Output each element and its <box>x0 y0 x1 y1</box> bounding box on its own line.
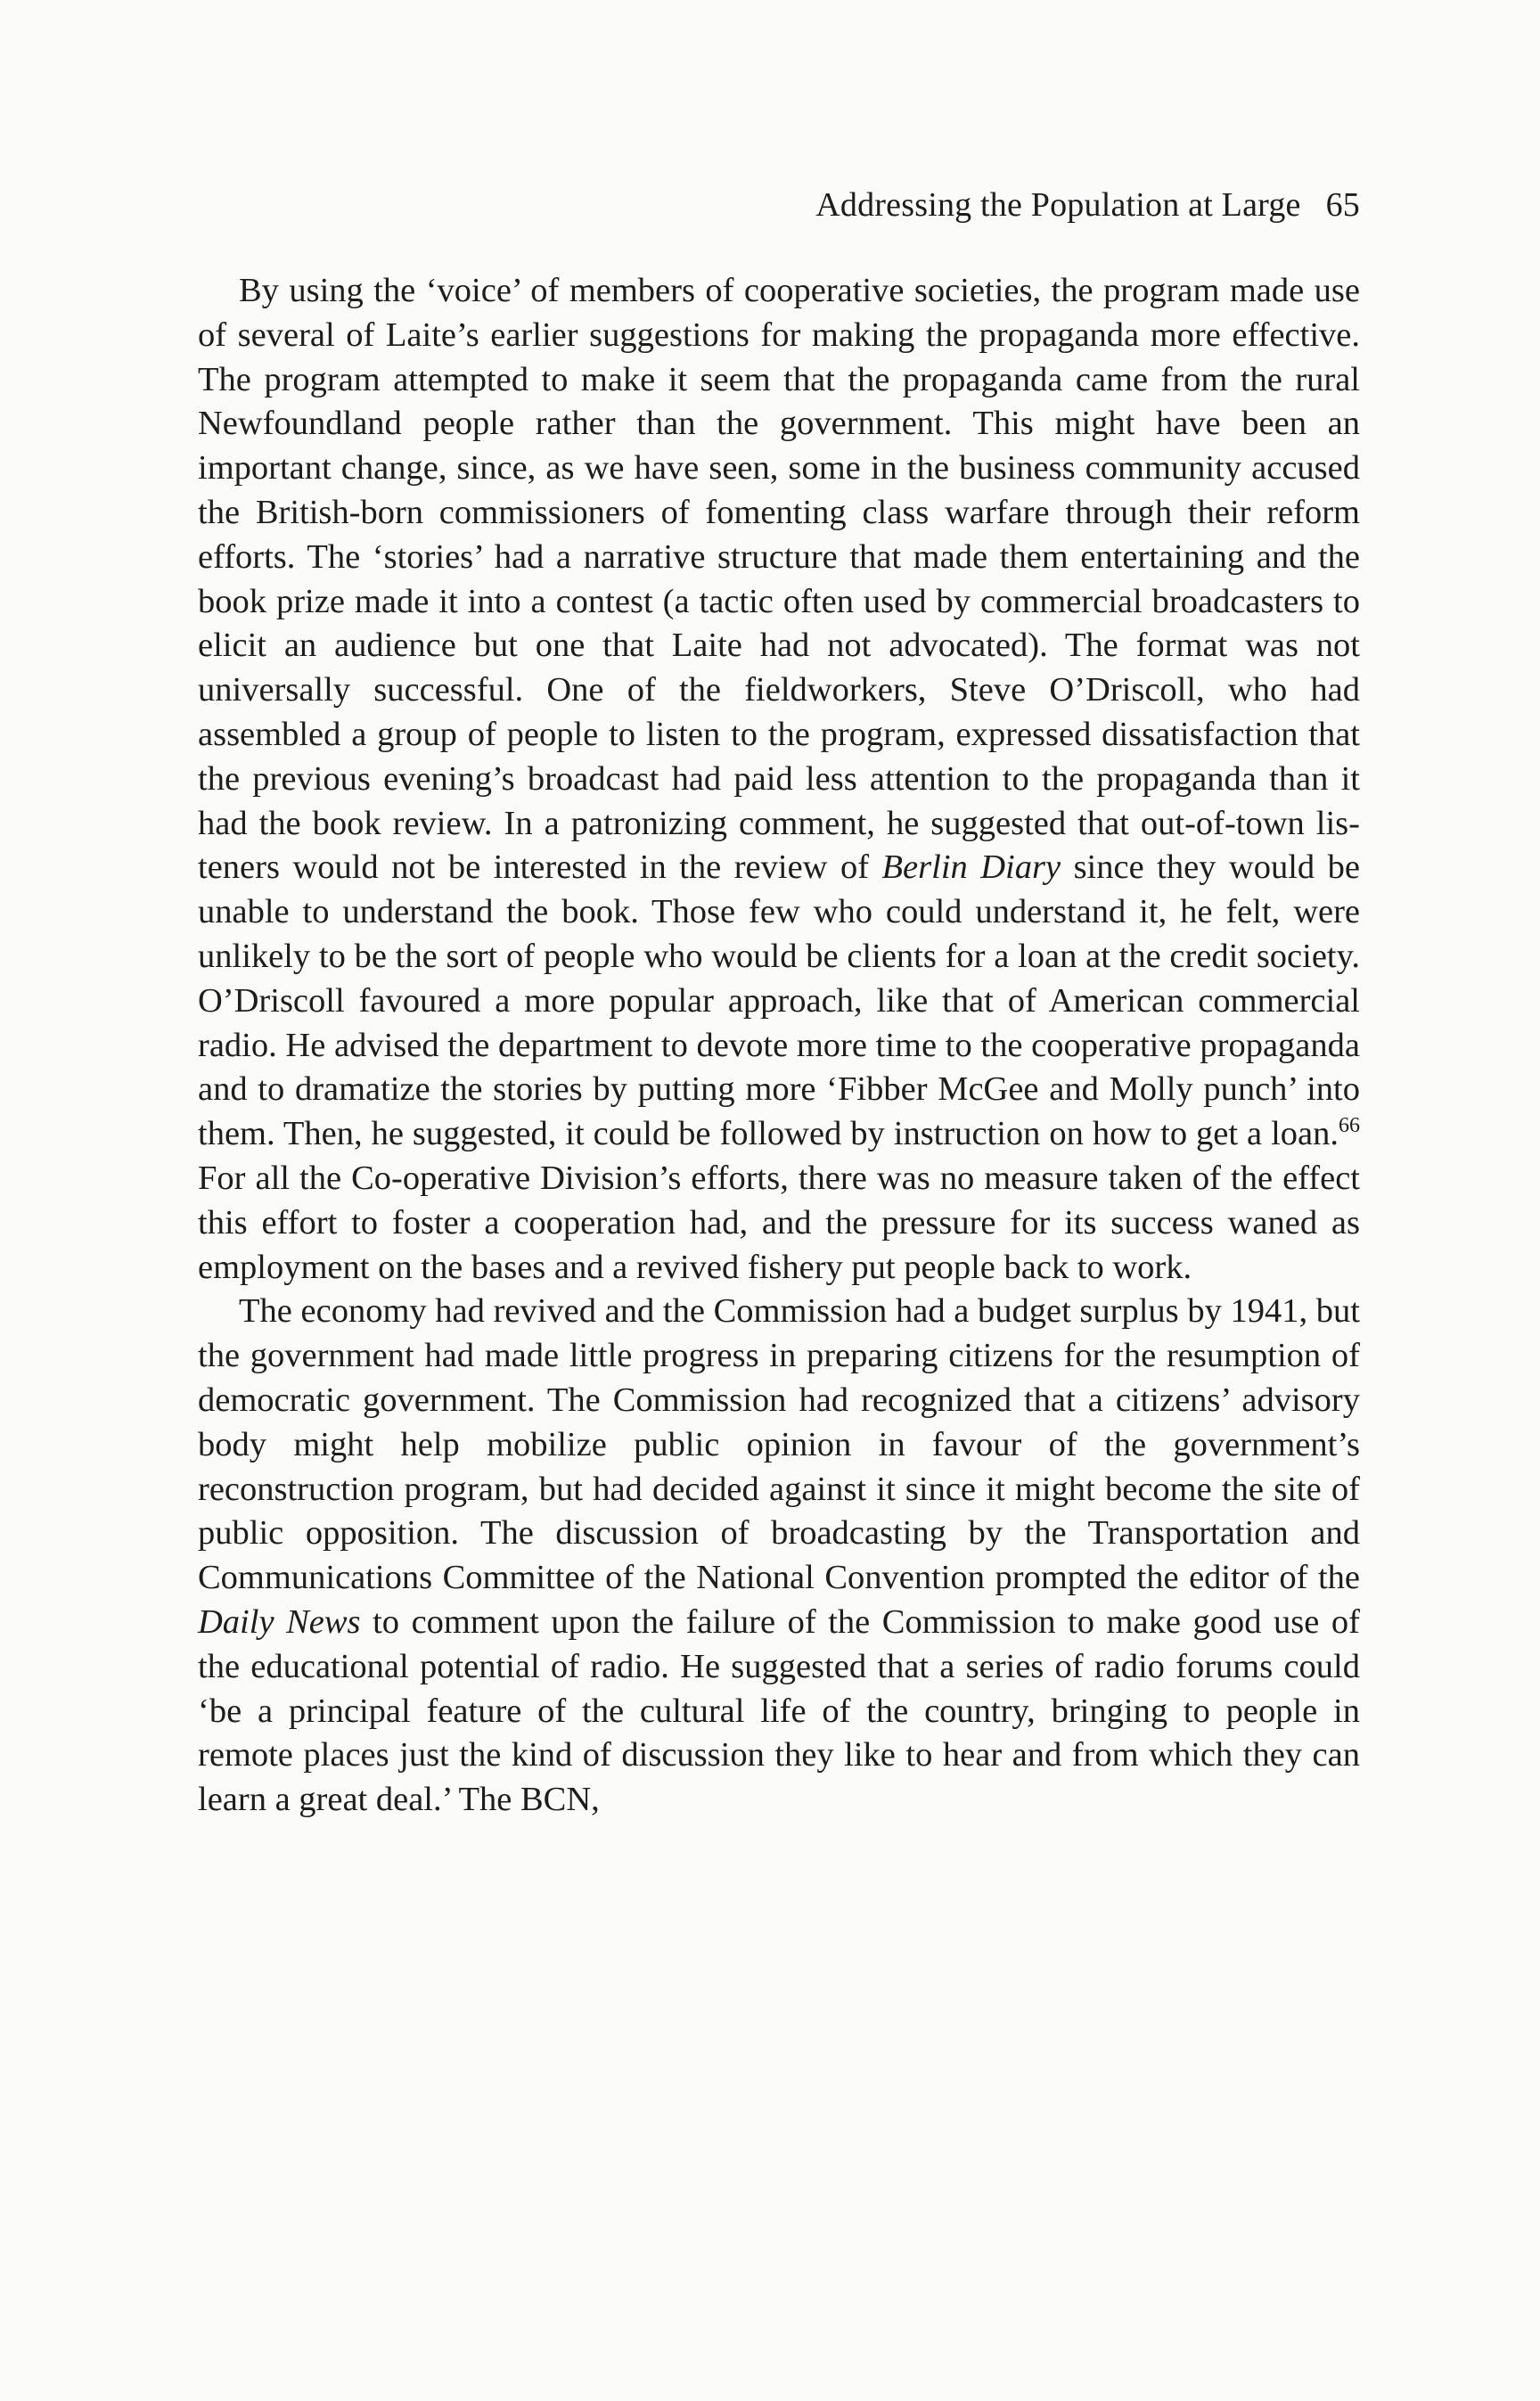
paragraph-1-text-b: since they would be unable to understand the book. Those few who could understand it, he felt, were unlikely to be the sort of people who would be clients for a loan at the credit society. O’Driscoll favoured a more popular approach, like that of American commercial radio. He advised the department to devote more time to the cooperative propaganda and to dramatize the stories by putting more ‘Fibber McGee and Molly punch’ into them. Then, he suggested, it could be followed by instruction on how to get a loan. <box>198 848 1360 1153</box>
running-head-title: Addressing the Population at Large <box>815 186 1301 224</box>
running-head <box>198 183 1360 227</box>
paragraph-2-text-b: to comment upon the failure of the Commission to make good use of the educational potential of radio. He suggested that a series of radio forums could ‘be a principal feature of the cultural life of the country, bringing to people in remote places just the kind of discussion they like to hear and from which they can learn a great deal.’ The BCN, <box>198 1602 1360 1819</box>
paragraph-2-text-a: The economy had revived and the Commission had a budget surplus by 1941, but the government had made little progress in preparing citizens for the resumption of democratic government. The Commission had recognized that a citizens’ advisory body might help mobilize public opinion in favour of the government’s reconstruction program, but had decided against it since it might become the site of public opposition. The discussion of broadcasting by the Transportation and Communications Committee of the National Convention prompted the editor of the <box>198 1292 1360 1597</box>
paragraph-1 <box>198 269 1360 1290</box>
newspaper-title-daily-news: Daily News <box>198 1602 361 1641</box>
paragraph-1-text-a: By using the ‘voice’ of members of cooperative societies, the program made use of several of Laite’s earlier suggestions for making the propaganda more effective. The program attempted to make it seem that the propaganda came from the rural Newfoundland people rather than the government. This might have been an important change, since, as we have seen, some in the business community accused the British-born commissioners of fomenting class warfare through their reform efforts. The ‘stories’ had a narrative structure that made them entertaining and the book prize made it into a contest (a tactic often used by commercial broadcasters to elicit an audience but one that Laite had not advocated). The format was not universally successful. One of the fieldworkers, Steve O’Driscoll, who had assembled a group of people to listen to the program, expressed dissatisfaction that the previous evening’s broadcast had paid less attention to the propaganda than it had the book review. In a patronizing comment, he suggested that out-of-town listeners would not be interested in the review of <box>198 272 1360 887</box>
book-title-berlin-diary: Berlin Diary <box>881 848 1061 887</box>
footnote-reference: 66 <box>1339 1114 1360 1138</box>
page-number: 65 <box>1325 186 1360 224</box>
paragraph-1-text-c: For all the Co-operative Division’s efforts, there was no measure taken of the effect this effort to foster a cooperation had, and the pressure for its success waned as employment on the bases and a revived fishery put people back to work. <box>198 1159 1360 1286</box>
paragraph-2 <box>198 1290 1360 1823</box>
body-text <box>198 269 1360 1823</box>
